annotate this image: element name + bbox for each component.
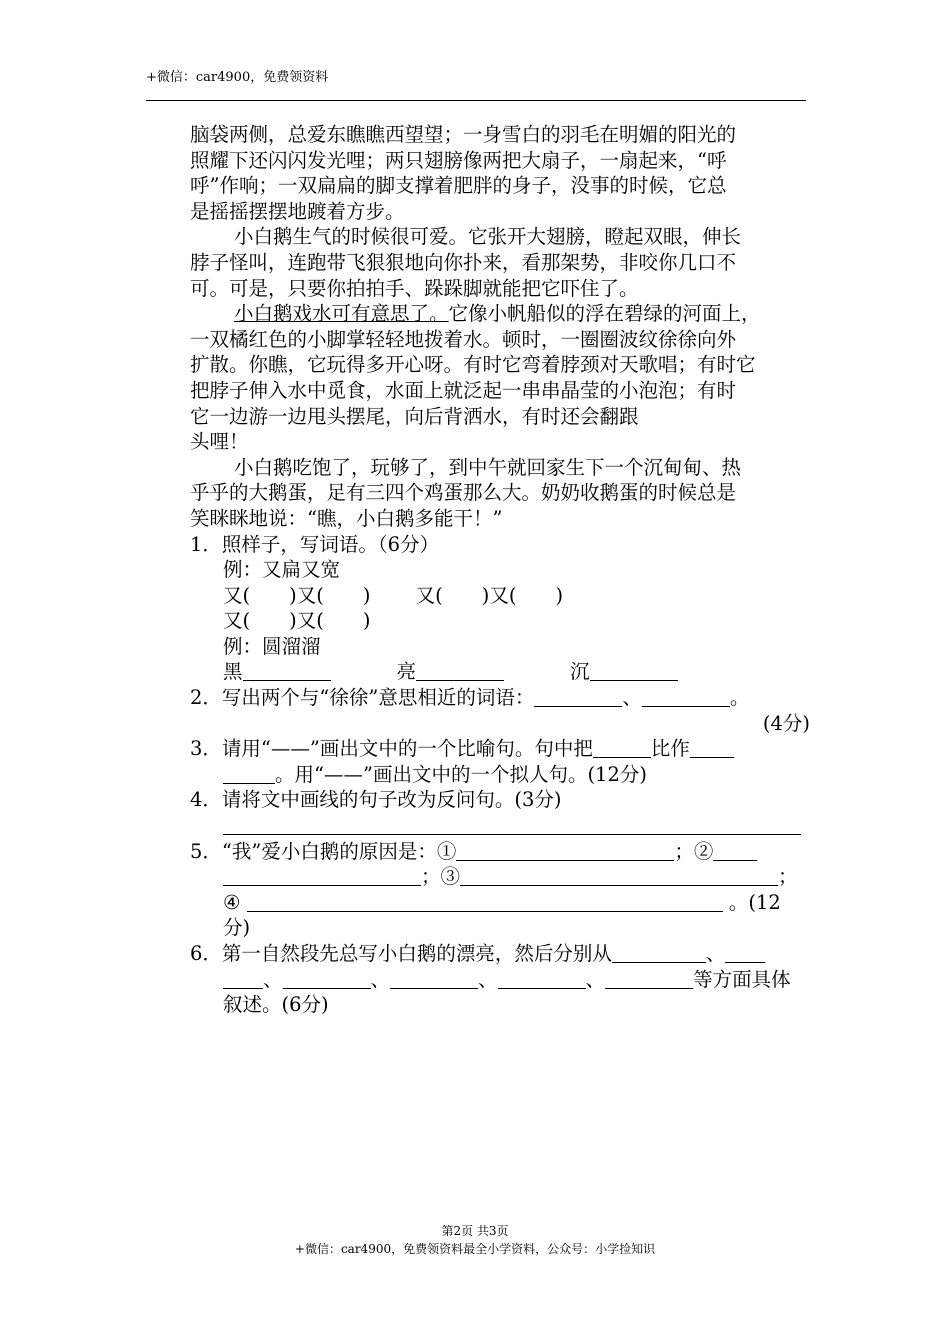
question-text: ；②: [674, 839, 714, 863]
text-line: 呼”作响；一双扁扁的脚支撑着肥胖的身子，没事的时候，它总: [190, 174, 727, 198]
separator: 、: [705, 942, 726, 965]
question-stem: 1．照样子，写词语。（6分）: [190, 532, 440, 556]
question-line: 分): [223, 916, 251, 940]
answer-blank[interactable]: [690, 738, 734, 758]
question-text: 。用“——”画出文中的一个拟人句。(12分): [275, 762, 647, 786]
question-line: [190, 890, 810, 916]
question-text: 5．“我”爱小白鹅的原因是：①: [190, 839, 457, 863]
question-2: [190, 685, 810, 736]
answer-blank[interactable]: [605, 969, 693, 989]
answer-blank[interactable]: [283, 969, 371, 989]
separator: 、: [370, 967, 391, 991]
text-line: 脖子怪叫，连跑带飞狠狠地向你扑来，看那架势，非咬你几口不: [190, 250, 737, 274]
underlined-sentence: 小白鹅戏水可有意思了。: [234, 302, 449, 326]
answer-row: 又( )又( ) 又( )又( ): [223, 583, 564, 607]
question-line: [190, 736, 810, 762]
text-line: 照耀下还闪闪发光哩；两只翅膀像两把大扇子，一扇起来，“呼: [190, 148, 727, 172]
text-line: 乎乎的大鹅蛋，足有三四个鸡蛋那么大。奶奶收鹅蛋的时候总是: [190, 481, 737, 505]
separator: 、: [622, 686, 642, 710]
answer-blank[interactable]: [460, 866, 778, 886]
question-text: 比作: [650, 737, 690, 761]
answer-blank[interactable]: [223, 866, 421, 886]
answer-blank[interactable]: [593, 738, 651, 758]
text-line: 把脖子伸入水中觅食，水面上就泛起一串串晶莹的小泡泡；有时: [190, 378, 737, 402]
answer-blank[interactable]: [223, 764, 275, 784]
page-content: [190, 122, 810, 1018]
answer-blank[interactable]: [642, 687, 730, 707]
answer-blank[interactable]: [534, 687, 622, 707]
question-text: 。(12: [728, 890, 781, 914]
question-line: [190, 864, 810, 890]
question-text: ；③: [421, 865, 461, 889]
footer-note: +微信：car4900，免费领资料最全小学资料，公众号：小学捡知识: [294, 1242, 656, 1256]
question-6: [190, 941, 810, 1018]
word-label: 沉: [570, 660, 590, 684]
separator: 、: [263, 967, 283, 991]
question-4: [190, 787, 810, 838]
question-text: ；: [778, 865, 798, 889]
text-line: 扩散。你瞧，它玩得多开心呀。有时它弯着脖颈对天歌唱；有时它: [190, 353, 756, 377]
question-text: 3．请用“——”画出文中的一个比喻句。句中把: [190, 737, 593, 761]
answer-blank[interactable]: [713, 841, 757, 861]
answer-blank[interactable]: [390, 969, 478, 989]
paragraph-1: [190, 122, 810, 224]
period: 。: [729, 686, 750, 710]
question-3: [190, 736, 810, 787]
question-line: [190, 967, 810, 993]
question-text: 6．第一自然段先总写小白鹅的漂亮，然后分别从: [190, 942, 612, 965]
question-5: [190, 839, 810, 941]
text-line: 可。可是，只要你拍拍手、跺跺脚就能把它吓住了。: [190, 276, 639, 300]
question-line: [190, 762, 810, 788]
answer-line-row: [190, 813, 810, 839]
answer-blank[interactable]: [247, 892, 723, 912]
example: 例：又扁又宽: [223, 558, 341, 582]
page-number: 第2页 共3页: [441, 1224, 509, 1238]
question-text: 2．写出两个与“徐徐”意思相近的词语：: [190, 686, 535, 710]
text-line: 笑眯眯地说：“瞧，小白鹅多能干！”: [190, 506, 503, 530]
question-text: 等方面具体: [693, 967, 791, 991]
paragraph-3: [190, 301, 810, 455]
answer-blank[interactable]: [243, 661, 331, 681]
text-line: 小白鹅生气的时候很可爱。它张开大翅膀，瞪起双眼，伸长: [234, 225, 742, 249]
question-line: [190, 941, 810, 967]
separator: 、: [585, 967, 606, 991]
paragraph-2: [190, 224, 810, 301]
score-label: (4分): [762, 711, 810, 735]
text-line: 一双橘红色的小脚掌轻轻地拨着水。顿时，一圈圈波纹徐徐向外: [190, 327, 737, 351]
text-line: [190, 301, 810, 327]
answer-blank[interactable]: [612, 943, 706, 963]
answer-blank[interactable]: [590, 661, 678, 681]
text-line: 它一边游一边甩头摆尾，向后背洒水，有时还会翻跟: [190, 404, 639, 428]
question-line: 叙述。(6分): [223, 993, 329, 1017]
answer-row: [190, 659, 810, 685]
answer-blank[interactable]: [456, 841, 674, 861]
example: 例：圆溜溜: [223, 634, 321, 658]
answer-blank[interactable]: [416, 661, 504, 681]
separator: 、: [478, 967, 498, 991]
question-stem: [190, 685, 810, 711]
answer-blank[interactable]: [498, 969, 586, 989]
question-stem: 4．请将文中画线的句子改为反问句。(3分): [190, 788, 562, 812]
text-span: 它像小帆船似的浮在碧绿的河面上，: [448, 302, 761, 326]
answer-blank[interactable]: [223, 969, 263, 989]
text-line: 头哩！: [190, 430, 249, 454]
answer-row: 又( )又( ): [223, 609, 371, 633]
paragraph-4: [190, 455, 810, 532]
answer-blank[interactable]: [725, 943, 765, 963]
answer-blank[interactable]: [223, 815, 801, 835]
word-label: 黑: [223, 660, 243, 684]
header-rule: [146, 100, 806, 101]
question-1: [190, 532, 810, 686]
question-text: ④: [223, 890, 241, 914]
text-line: 是摇摇摆摆地踱着方步。: [190, 199, 405, 223]
page-header: +微信：car4900，免费领资料: [146, 70, 329, 85]
question-line: [190, 839, 810, 865]
word-label: 亮: [396, 660, 417, 684]
text-line: 脑袋两侧，总爱东瞧瞧西望望；一身雪白的羽毛在明媚的阳光的: [190, 123, 737, 146]
text-line: 小白鹅吃饱了，玩够了，到中午就回家生下一个沉甸甸、热: [234, 455, 742, 479]
